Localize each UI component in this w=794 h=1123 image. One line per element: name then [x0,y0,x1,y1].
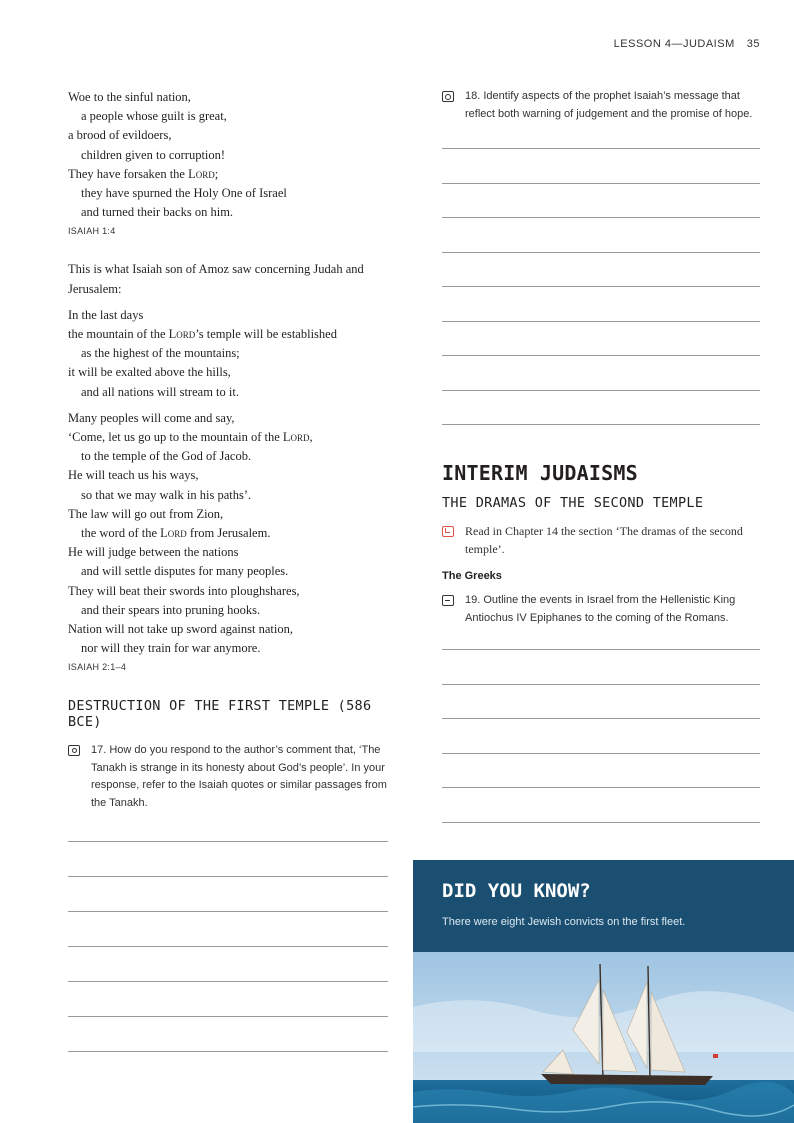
answer-lines-18[interactable] [442,148,760,425]
section-title-interim-judaisms: INTERIM JUDAISMS [442,461,638,485]
person-page-icon [68,745,80,756]
verse-line: They will beat their swords into ploughshares, [68,583,300,598]
did-you-know-panel [413,860,794,1123]
verse-line: They have forsaken the Lord; [68,166,219,181]
verse-line: and will settle disputes for many peoples. [81,564,289,579]
verse-line: a brood of evildoers, [68,128,172,143]
magnifier-page-icon [442,91,454,102]
isaiah-intro: This is what Isaiah son of Amoz saw concerning Judah and Jerusalem: [68,262,364,296]
verse-line: to the temple of the God of Jacob. [81,449,252,464]
verse-line: and their spears into pruning hooks. [81,602,261,617]
verse-line: He will judge between the nations [68,545,239,560]
verse-line: Nation will not take up sword against nation, [68,622,293,637]
left-column [68,88,388,1052]
verse-line: nor will they train for war anymore. [81,641,261,656]
verse-line: and all nations will stream to it. [81,384,239,399]
verse-line: and turned their backs on him. [81,205,234,220]
citation-isaiah-2: ISAIAH 2:1–4 [68,662,127,673]
question-17-text: 17. How do you respond to the author’s comment that, ‘The Tanakh is strange in its honesty about God’s people’. In your response, refer to the Isaiah quotes or similar passages from the Tanakh. [91,744,387,809]
subheading-the-greeks: The Greeks [442,570,502,582]
verse-line: a people whose guilt is great, [81,109,227,124]
verse-line: Many peoples will come and say, [68,410,235,425]
page-number: 35 [746,38,760,50]
did-you-know-title: DID YOU KNOW? [442,880,591,902]
question-18 [442,88,760,123]
verse-line: children given to corruption! [81,147,226,162]
running-header [614,38,760,50]
answer-lines-19[interactable] [442,649,760,823]
isaiah-1-4-quote [68,88,388,222]
question-17 [68,742,388,812]
question-19 [442,592,760,627]
isaiah-2-quote-part1 [68,306,388,402]
citation-isaiah-1-4: ISAIAH 1:4 [68,226,116,237]
verse-line: The law will go out from Zion, [68,506,224,521]
answer-lines-17[interactable] [68,841,388,1052]
verse-line: In the last days [68,307,144,322]
list-page-icon [442,595,454,606]
isaiah-2-quote-part2 [68,409,388,659]
did-you-know-body: There were eight Jewish convicts on the first fleet. [442,916,686,928]
verse-line: He will teach us his ways, [68,468,199,483]
right-column [442,88,760,823]
tall-ship-photo [413,952,794,1123]
verse-line: they have spurned the Holy One of Israel [81,186,287,201]
reading-note-text: Read in Chapter 14 the section ‘The dramas of the second temple’. [465,524,743,556]
verse-line: so that we may walk in his paths’. [81,487,252,502]
reading-note [442,523,760,558]
section-heading-first-temple: DESTRUCTION OF THE FIRST TEMPLE (586 BCE) [68,698,372,731]
subtitle-second-temple: THE DRAMAS OF THE SECOND TEMPLE [442,495,704,511]
verse-line: the mountain of the Lord’s temple will be established [68,327,337,342]
verse-line: ‘Come, let us go up to the mountain of the Lord, [68,430,313,445]
verse-line: as the highest of the mountains; [81,346,240,361]
verse-line: the word of the Lord from Jerusalem. [81,526,271,541]
book-icon [442,526,454,537]
question-19-text: 19. Outline the events in Israel from the Hellenistic King Antiochus IV Epiphanes to the coming of the Romans. [465,594,736,624]
question-18-text: 18. Identify aspects of the prophet Isaiah’s message that reflect both warning of judgement and the promise of hope. [465,90,753,120]
verse-line: it will be exalted above the hills, [68,365,231,380]
lesson-label: LESSON 4—JUDAISM [613,38,735,50]
verse-line: Woe to the sinful nation, [68,90,191,104]
